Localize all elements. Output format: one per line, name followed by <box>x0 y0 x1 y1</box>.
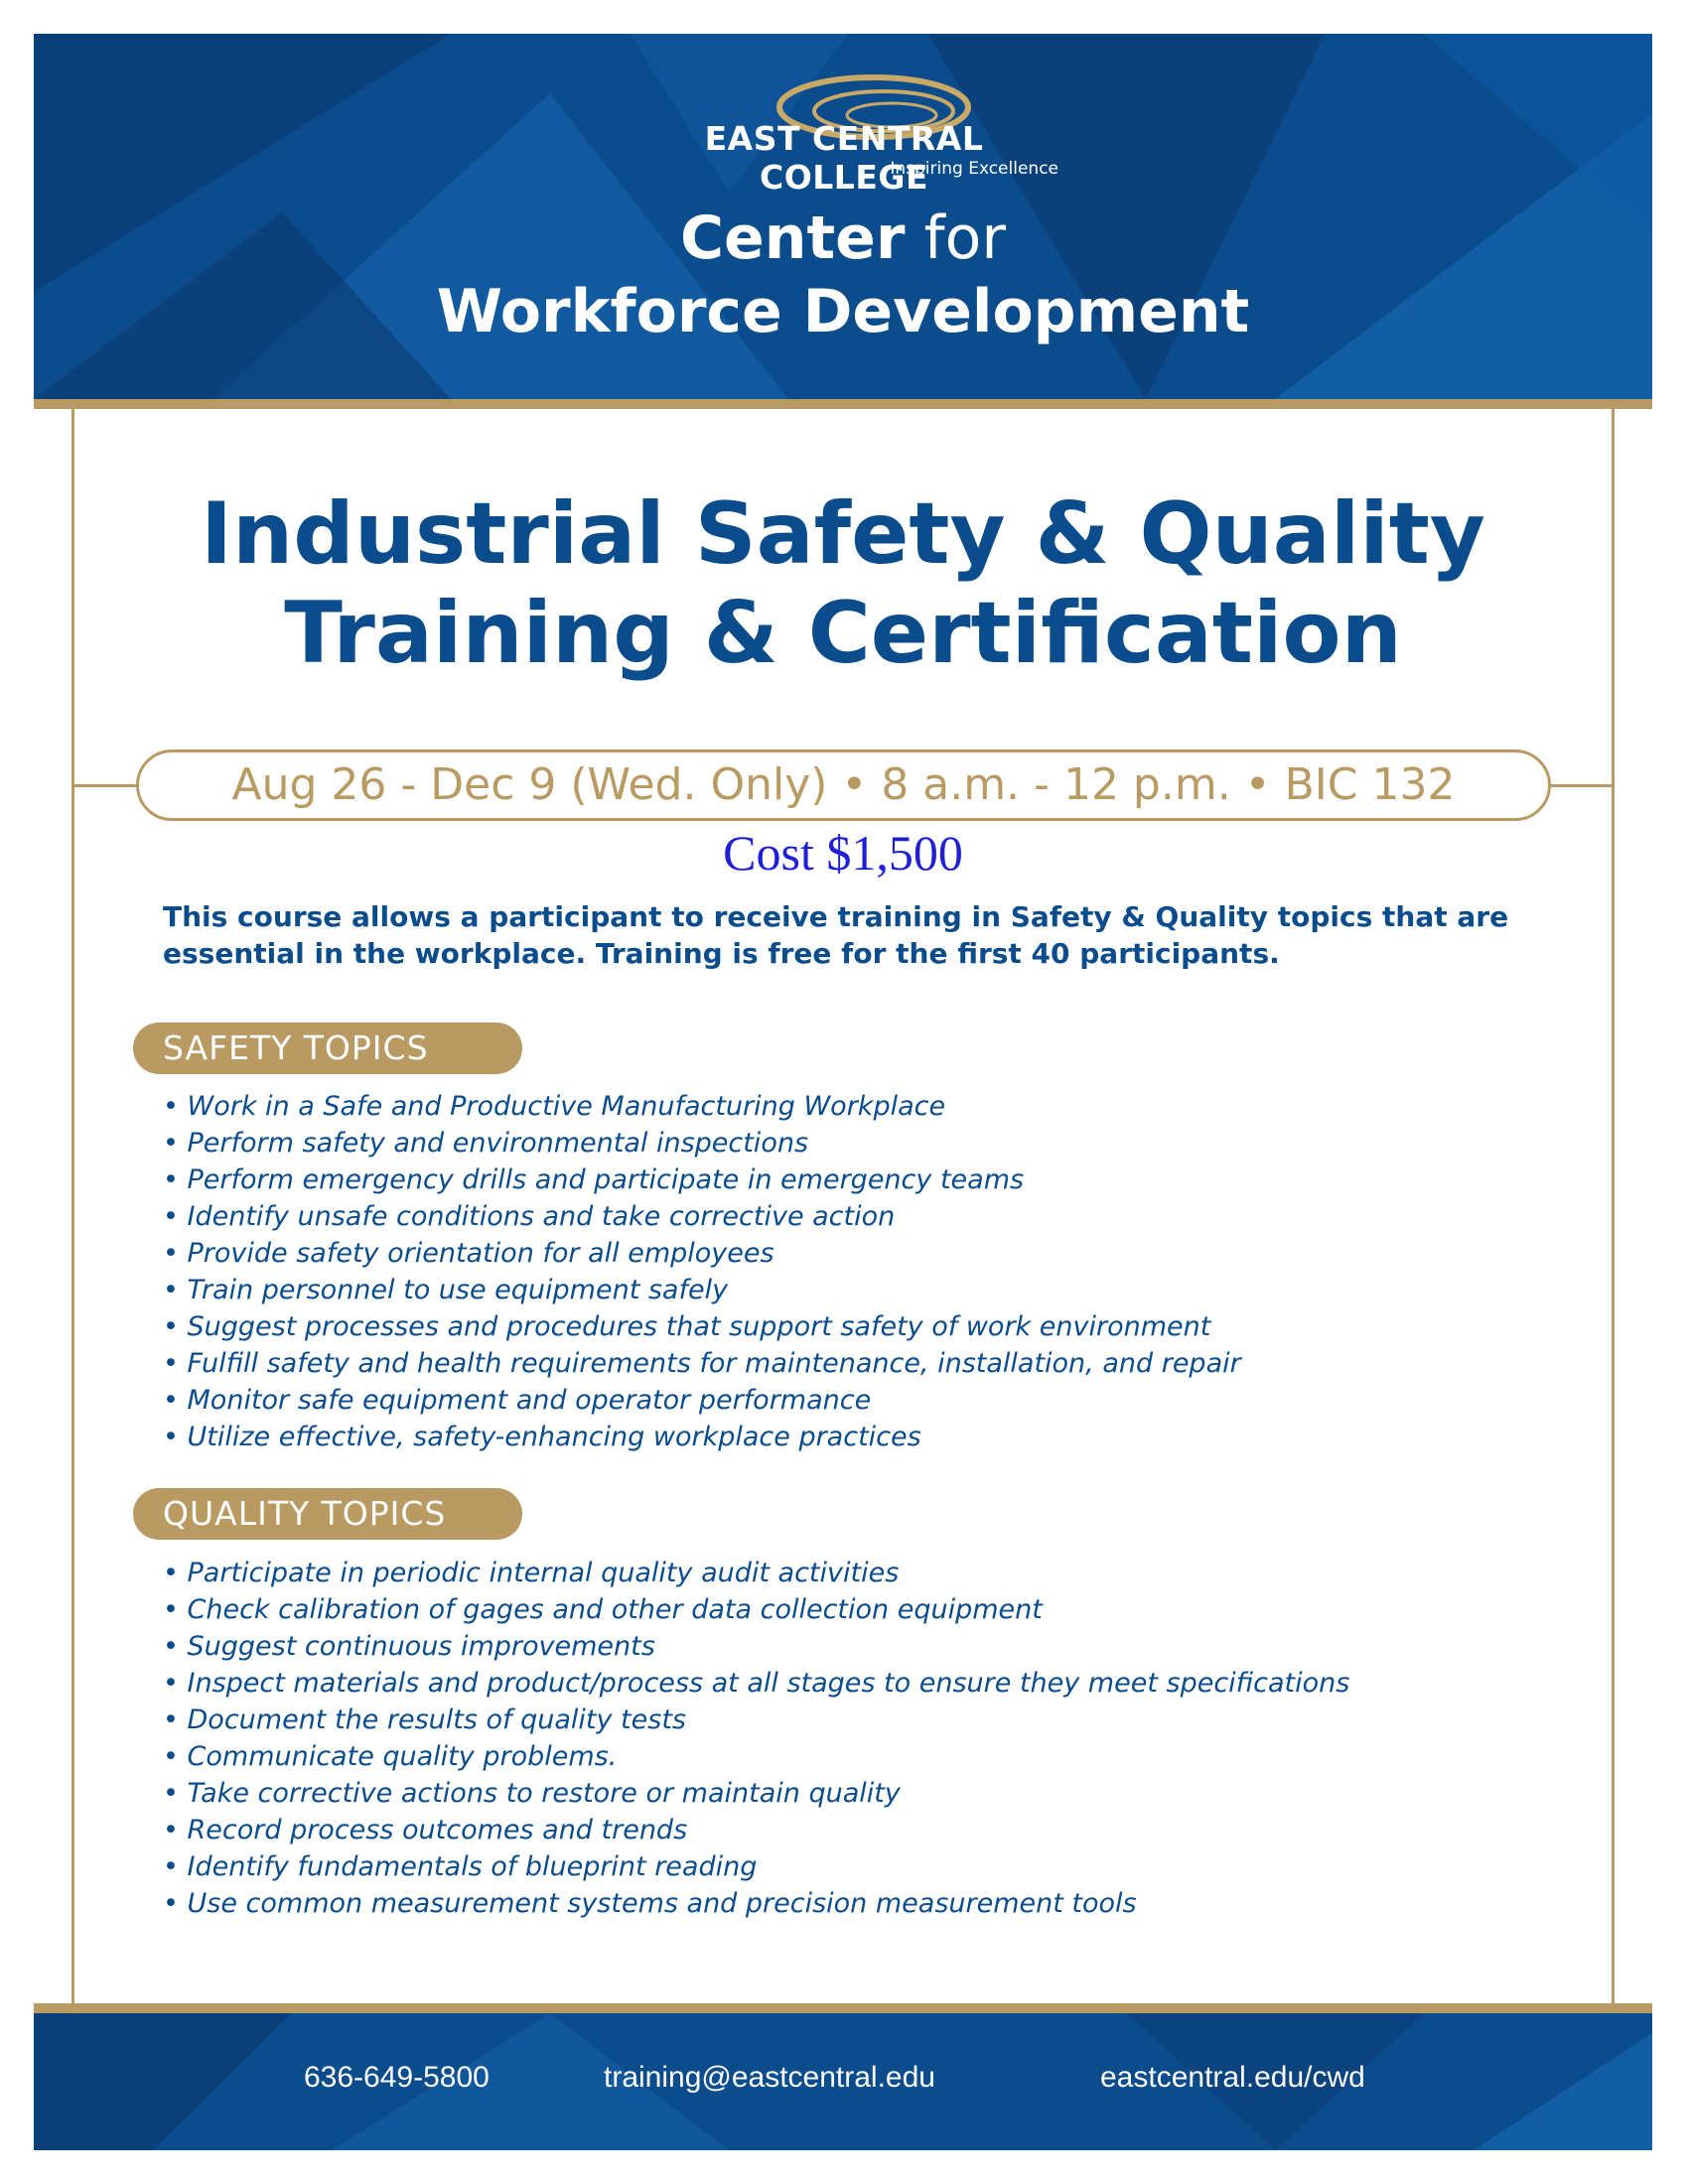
page-title <box>74 484 1612 683</box>
college-logo <box>626 69 1062 197</box>
safety-topics-heading: SAFETY TOPICS <box>133 1023 522 1074</box>
list-item: • Document the results of quality tests <box>163 1702 1573 1738</box>
list-item: • Suggest continuous improvements <box>163 1628 1573 1665</box>
center-title <box>34 204 1652 346</box>
list-item: • Participate in periodic internal quality audit activities <box>163 1555 1573 1591</box>
schedule-left-rule <box>74 784 136 787</box>
intro-paragraph: This course allows a participant to receive training in Safety & Quality topics that are essential in the workplace. Training is free for the first 40 participants. <box>163 900 1509 970</box>
college-name: EAST CENTRAL COLLEGE <box>704 119 984 197</box>
list-item: • Provide safety orientation for all employees <box>163 1235 1573 1272</box>
quality-topics-heading: QUALITY TOPICS <box>133 1488 522 1540</box>
list-item: • Inspect materials and product/process at all stages to ensure they meet specifications <box>163 1665 1573 1702</box>
list-item: • Identify unsafe conditions and take corrective action <box>163 1198 1573 1235</box>
list-item: • Fulfill safety and health requirements for maintenance, installation, and repair <box>163 1345 1573 1382</box>
title-line1: Industrial Safety & Quality <box>201 484 1485 584</box>
list-item: • Monitor safe equipment and operator performance <box>163 1382 1573 1419</box>
footer-website-link[interactable]: eastcentral.edu/cwd <box>1100 2061 1365 2094</box>
header-gold-rule <box>34 399 1652 409</box>
footer-email-link[interactable]: training@eastcentral.edu <box>604 2061 935 2094</box>
frame-right-rule <box>1612 409 1615 2005</box>
list-item: • Check calibration of gages and other data collection equipment <box>163 1591 1573 1628</box>
list-item: • Identify fundamentals of blueprint reading <box>163 1848 1573 1885</box>
list-item: • Utilize effective, safety-enhancing workplace practices <box>163 1419 1573 1455</box>
list-item: • Train personnel to use equipment safely <box>163 1272 1573 1308</box>
list-item: • Perform emergency drills and participate in emergency teams <box>163 1161 1573 1198</box>
footer-phone[interactable]: 636-649-5800 <box>304 2061 490 2094</box>
workforce-development: Workforce Development <box>436 277 1250 346</box>
list-item: • Use common measurement systems and precision measurement tools <box>163 1885 1573 1922</box>
center-word: Center <box>680 204 906 273</box>
safety-topics-list <box>163 1088 1573 1455</box>
list-item: • Suggest processes and procedures that support safety of work environment <box>163 1308 1573 1345</box>
list-item: • Work in a Safe and Productive Manufacturing Workplace <box>163 1088 1573 1125</box>
quality-topics-list <box>163 1555 1573 1922</box>
title-line2: Training & Certification <box>284 584 1402 683</box>
list-item: • Take corrective actions to restore or maintain quality <box>163 1775 1573 1812</box>
college-tagline: Inspiring Excellence <box>890 159 1058 179</box>
footer-banner <box>34 2013 1652 2150</box>
header-banner <box>34 34 1652 399</box>
footer-gold-rule <box>34 2003 1652 2013</box>
schedule-right-rule <box>1551 784 1612 787</box>
cost-text: Cost $1,500 <box>723 825 963 881</box>
schedule-pill: Aug 26 - Dec 9 (Wed. Only) • 8 a.m. - 12 p.m. • BIC 132 <box>136 750 1551 821</box>
for-word: for <box>923 204 1006 273</box>
list-item: • Record process outcomes and trends <box>163 1812 1573 1848</box>
list-item: • Perform safety and environmental inspections <box>163 1125 1573 1161</box>
list-item: • Communicate quality problems. <box>163 1738 1573 1775</box>
